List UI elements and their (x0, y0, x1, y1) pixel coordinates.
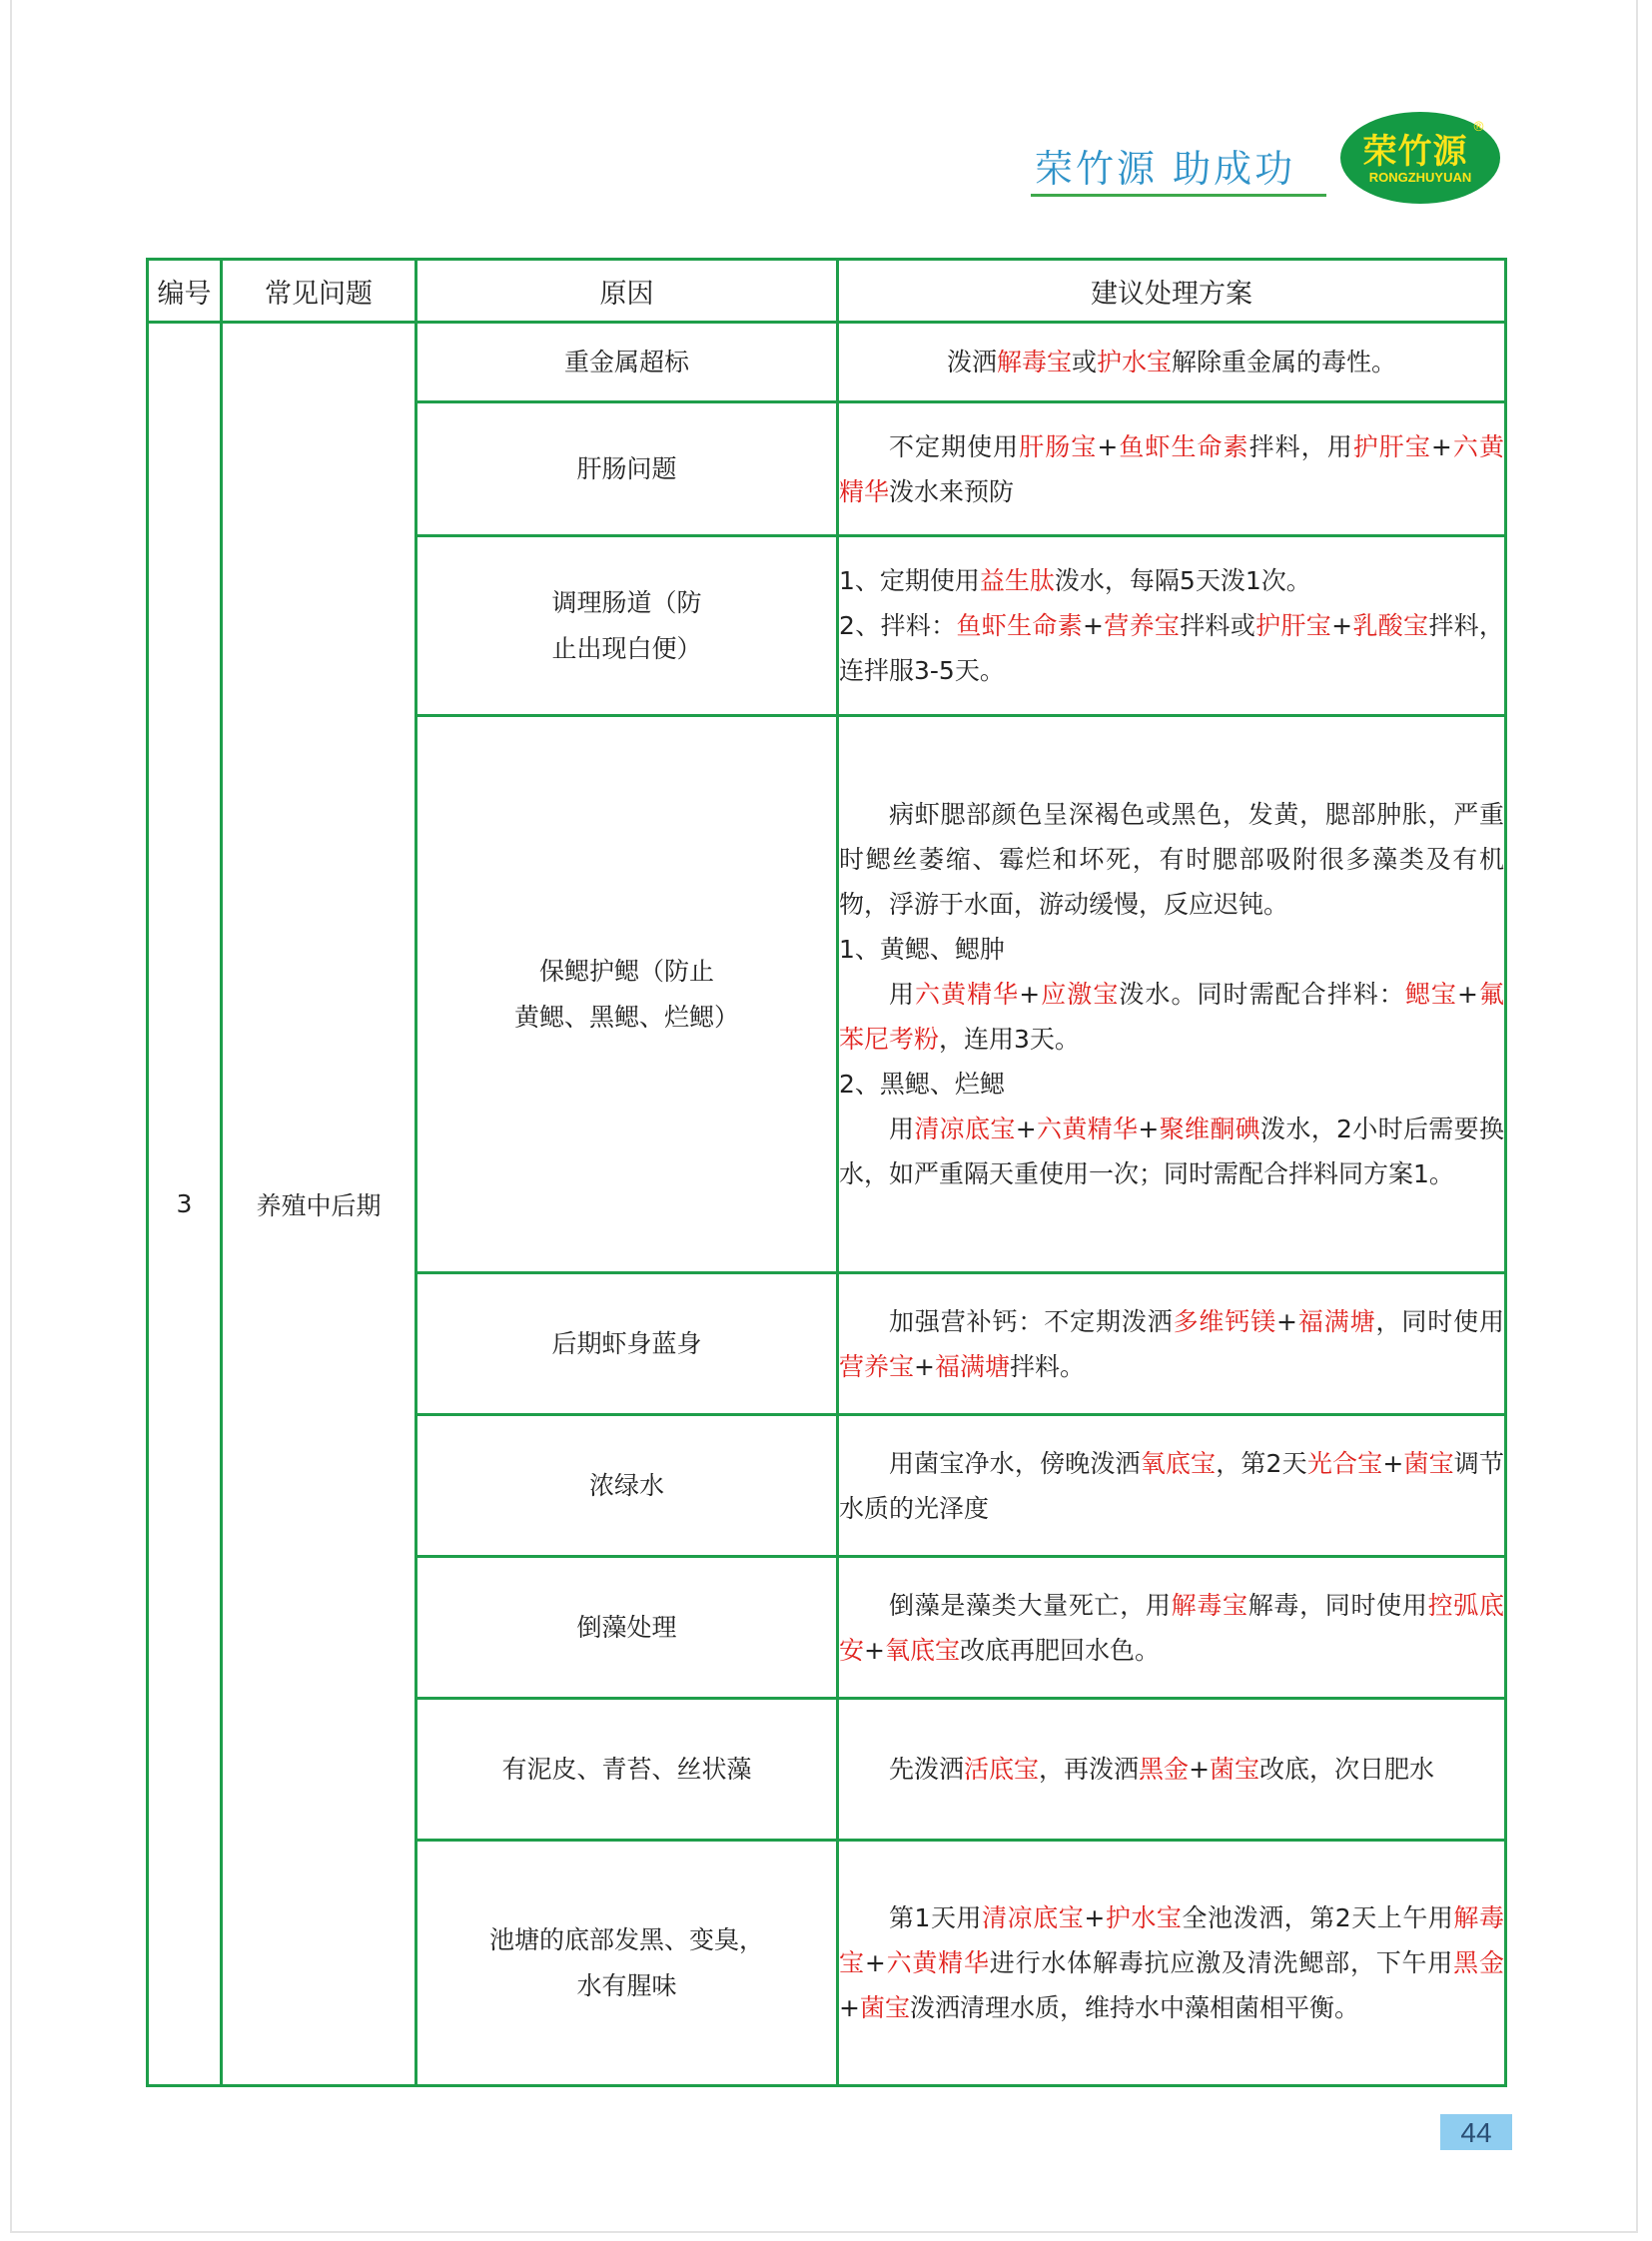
plan-text: + (864, 1948, 886, 1977)
plan-text: + (1456, 980, 1478, 1009)
plan-paragraph (839, 1299, 1504, 1389)
plan-text: 用 (889, 1115, 915, 1143)
plan-text: + (1097, 431, 1119, 461)
cause-line: 有泥皮、青苔、丝状藻 (501, 1754, 752, 1784)
cause-line: 调理肠道（防 (551, 587, 702, 617)
cause-line: 重金属超标 (563, 347, 689, 376)
product-name: 氟苯尼考粉 (839, 980, 1504, 1054)
plan-text: + (1276, 1306, 1297, 1336)
logo-english-name: RONGZHUYUAN (1368, 170, 1472, 185)
plan-cell (838, 323, 1506, 402)
product-name: 菌宝 (1403, 1448, 1454, 1478)
plan-text: + (1015, 1115, 1037, 1143)
row-number: 3 (148, 323, 222, 2086)
plan-text: 2、黑鳃、烂鳃 (839, 1070, 1005, 1099)
header-cause: 原因 (416, 260, 838, 323)
product-name: 乳酸宝 (1352, 611, 1429, 640)
header-number: 编号 (148, 260, 222, 323)
cause-cell (416, 1557, 838, 1699)
plan-text: 改底再肥回水色。 (959, 1635, 1160, 1665)
plan-text: + (839, 1993, 860, 2022)
plan-text: 用 (889, 980, 916, 1009)
product-name: 菌宝 (1210, 1755, 1260, 1784)
cause-line: 池塘的底部发黑、变臭， (488, 1924, 764, 1954)
plan-paragraph (839, 1441, 1504, 1531)
product-name: 鳃宝 (1404, 980, 1457, 1009)
plan-text: 进行水体解毒抗应激及清洗鳃部，下午用 (989, 1948, 1454, 1977)
product-name: 聚维酮碘 (1159, 1115, 1261, 1143)
product-name: 护水宝 (1105, 1903, 1183, 1932)
plan-cell (838, 1699, 1506, 1841)
cause-line: 倒藻处理 (576, 1612, 677, 1642)
plan-text: 1、黄鳃、鳃肿 (839, 935, 1005, 964)
table-row (148, 323, 1506, 402)
plan-text: 泼水，每隔5天泼1次。 (1054, 566, 1311, 595)
plan-cell (838, 1415, 1506, 1557)
plan-text: 泼水来预防 (889, 476, 1015, 506)
plan-text: 病虾腮部颜色呈深褐色或黑色，发黄，腮部肿胀，严重时鳃丝萎缩、霉烂和坏死，有时腮部吸附很多藻类及有机物，浮游于水面，游动缓慢，反应迟钝。 (839, 800, 1504, 919)
plan-cell (838, 1841, 1506, 2086)
plan-paragraph (839, 424, 1504, 514)
cause-cell (416, 1699, 838, 1841)
plan-text: + (1430, 431, 1452, 461)
plan-text: + (1084, 1903, 1106, 1932)
plan-text: 拌料或 (1180, 611, 1256, 640)
cause-line: 肝肠问题 (576, 453, 677, 483)
product-name: 应激宝 (1040, 980, 1120, 1009)
logo-chinese-name: 荣竹源 (1362, 132, 1468, 172)
product-name: 多维钙镁 (1173, 1306, 1277, 1336)
plan-text: + (1382, 1448, 1404, 1478)
header-plan: 建议处理方案 (838, 260, 1506, 323)
product-name: 六黄精华 (885, 1948, 990, 1977)
plan-text: + (1083, 611, 1104, 640)
plan-text: + (1138, 1115, 1160, 1143)
product-name: 黑金 (1139, 1755, 1190, 1784)
plan-paragraph (839, 603, 1504, 693)
cause-line: 后期虾身蓝身 (551, 1328, 702, 1358)
product-name: 活底宝 (964, 1755, 1040, 1784)
plan-text: 不定期使用 (889, 431, 1020, 461)
page-number: 44 (1440, 2114, 1512, 2150)
plan-text: ，同时使用 (1375, 1306, 1504, 1336)
product-name: 护水宝 (1097, 348, 1173, 376)
plan-paragraph (839, 1747, 1504, 1792)
plan-text: 泼水。同时需配合拌料： (1119, 980, 1405, 1009)
product-name: 营养宝 (839, 1351, 915, 1381)
plan-cell (838, 1557, 1506, 1699)
product-name: 解毒宝 (1171, 1590, 1248, 1620)
plan-text: 全池泼洒，第2天上午用 (1182, 1903, 1454, 1932)
product-name: 清凉底宝 (982, 1903, 1085, 1932)
product-name: 六黄精华 (915, 980, 1020, 1009)
registered-mark: ® (1472, 120, 1485, 135)
plan-cell (838, 1273, 1506, 1415)
plan-text: 第1天用 (889, 1903, 983, 1932)
plan-text: 或 (1071, 348, 1097, 376)
plan-paragraph (839, 340, 1504, 384)
treatment-table (146, 258, 1507, 2087)
cause-line: 保鳃护鳃（防止 (538, 956, 714, 986)
product-name: 光合宝 (1306, 1448, 1383, 1478)
plan-paragraph (839, 558, 1504, 603)
product-name: 益生肽 (979, 566, 1055, 595)
product-name: 护肝宝 (1255, 611, 1332, 640)
plan-cell (838, 716, 1506, 1273)
plan-text: + (1189, 1755, 1211, 1784)
cause-cell (416, 1273, 838, 1415)
cause-line: 水有腥味 (576, 1970, 677, 2000)
product-name: 营养宝 (1103, 611, 1181, 640)
product-name: 六黄精华 (839, 431, 1504, 506)
table-header-row (148, 260, 1506, 323)
header-underline (1031, 194, 1326, 197)
plan-text: 拌料。 (1009, 1351, 1085, 1381)
cause-cell (416, 1841, 838, 2086)
plan-text: 用菌宝净水，傍晚泼洒 (889, 1448, 1141, 1478)
product-name: 肝肠宝 (1019, 431, 1098, 461)
product-name: 清凉底宝 (914, 1115, 1016, 1143)
cause-cell (416, 1415, 838, 1557)
cause-line: 浓绿水 (588, 1470, 664, 1500)
product-name: 解毒宝 (839, 1903, 1504, 1977)
plan-text: + (864, 1635, 885, 1665)
plan-text: 2、拌料： (839, 611, 957, 640)
plan-paragraph (839, 1107, 1504, 1196)
plan-paragraph (839, 927, 1504, 972)
plan-text: 解毒，同时使用 (1247, 1590, 1428, 1620)
plan-text: 拌料，连拌服3-5天。 (839, 611, 1504, 685)
product-name: 氧底宝 (1140, 1448, 1217, 1478)
plan-text: ，连用3天。 (939, 1025, 1080, 1054)
product-name: 鱼虾生命素 (956, 611, 1084, 640)
plan-text: 倒藻是藻类大量死亡，用 (889, 1590, 1172, 1620)
plan-paragraph (839, 792, 1504, 927)
product-name: 控弧底安 (839, 1590, 1504, 1665)
cause-cell (416, 323, 838, 402)
plan-paragraph (839, 1895, 1504, 2030)
cause-line: 止出现白便） (551, 633, 702, 663)
plan-paragraph (839, 972, 1504, 1062)
product-name: 菌宝 (859, 1993, 910, 2022)
plan-text: 调节水质的光泽度 (839, 1448, 1504, 1523)
plan-text: + (914, 1351, 935, 1381)
plan-text: ，再泼洒 (1039, 1755, 1140, 1784)
cause-line: 黄鳃、黑鳃、烂鳃） (513, 1002, 739, 1032)
plan-text: + (1331, 611, 1353, 640)
product-name: 福满塘 (1297, 1306, 1376, 1336)
product-name: 护肝宝 (1352, 431, 1431, 461)
plan-cell (838, 536, 1506, 716)
product-name: 解毒宝 (996, 348, 1072, 376)
product-name: 黑金 (1453, 1948, 1504, 1977)
plan-text: 拌料，用 (1248, 431, 1353, 461)
plan-text: 泼洒清理水质，维持水中藻相菌相平衡。 (909, 1993, 1359, 2022)
cause-cell (416, 536, 838, 716)
plan-cell (838, 402, 1506, 536)
header-slogan: 荣竹源 助成功 (1035, 147, 1296, 191)
plan-text: 改底，次日肥水 (1259, 1755, 1435, 1784)
plan-text: 泼水，2小时后需要换水，如严重隔天重使用一次；同时需配合拌料同方案1。 (839, 1115, 1504, 1188)
plan-text: + (1019, 980, 1041, 1009)
plan-text: 加强营补钙：不定期泼洒 (889, 1306, 1174, 1336)
cause-cell (416, 402, 838, 536)
brand-logo (1340, 112, 1500, 204)
plan-paragraph (839, 1583, 1504, 1673)
product-name: 鱼虾生命素 (1118, 431, 1249, 461)
product-name: 福满塘 (934, 1351, 1010, 1381)
plan-text: ，第2天 (1216, 1448, 1307, 1478)
product-name: 氧底宝 (884, 1635, 960, 1665)
product-name: 六黄精华 (1036, 1115, 1139, 1143)
cause-cell (416, 716, 838, 1273)
plan-text: 先泼洒 (889, 1755, 965, 1784)
plan-paragraph (839, 1062, 1504, 1107)
header-problem: 常见问题 (222, 260, 416, 323)
plan-text: 泼洒 (946, 348, 997, 376)
plan-text: 1、定期使用 (839, 566, 980, 595)
plan-text: 解除重金属的毒性。 (1172, 348, 1397, 376)
common-problem: 养殖中后期 (222, 323, 416, 2086)
